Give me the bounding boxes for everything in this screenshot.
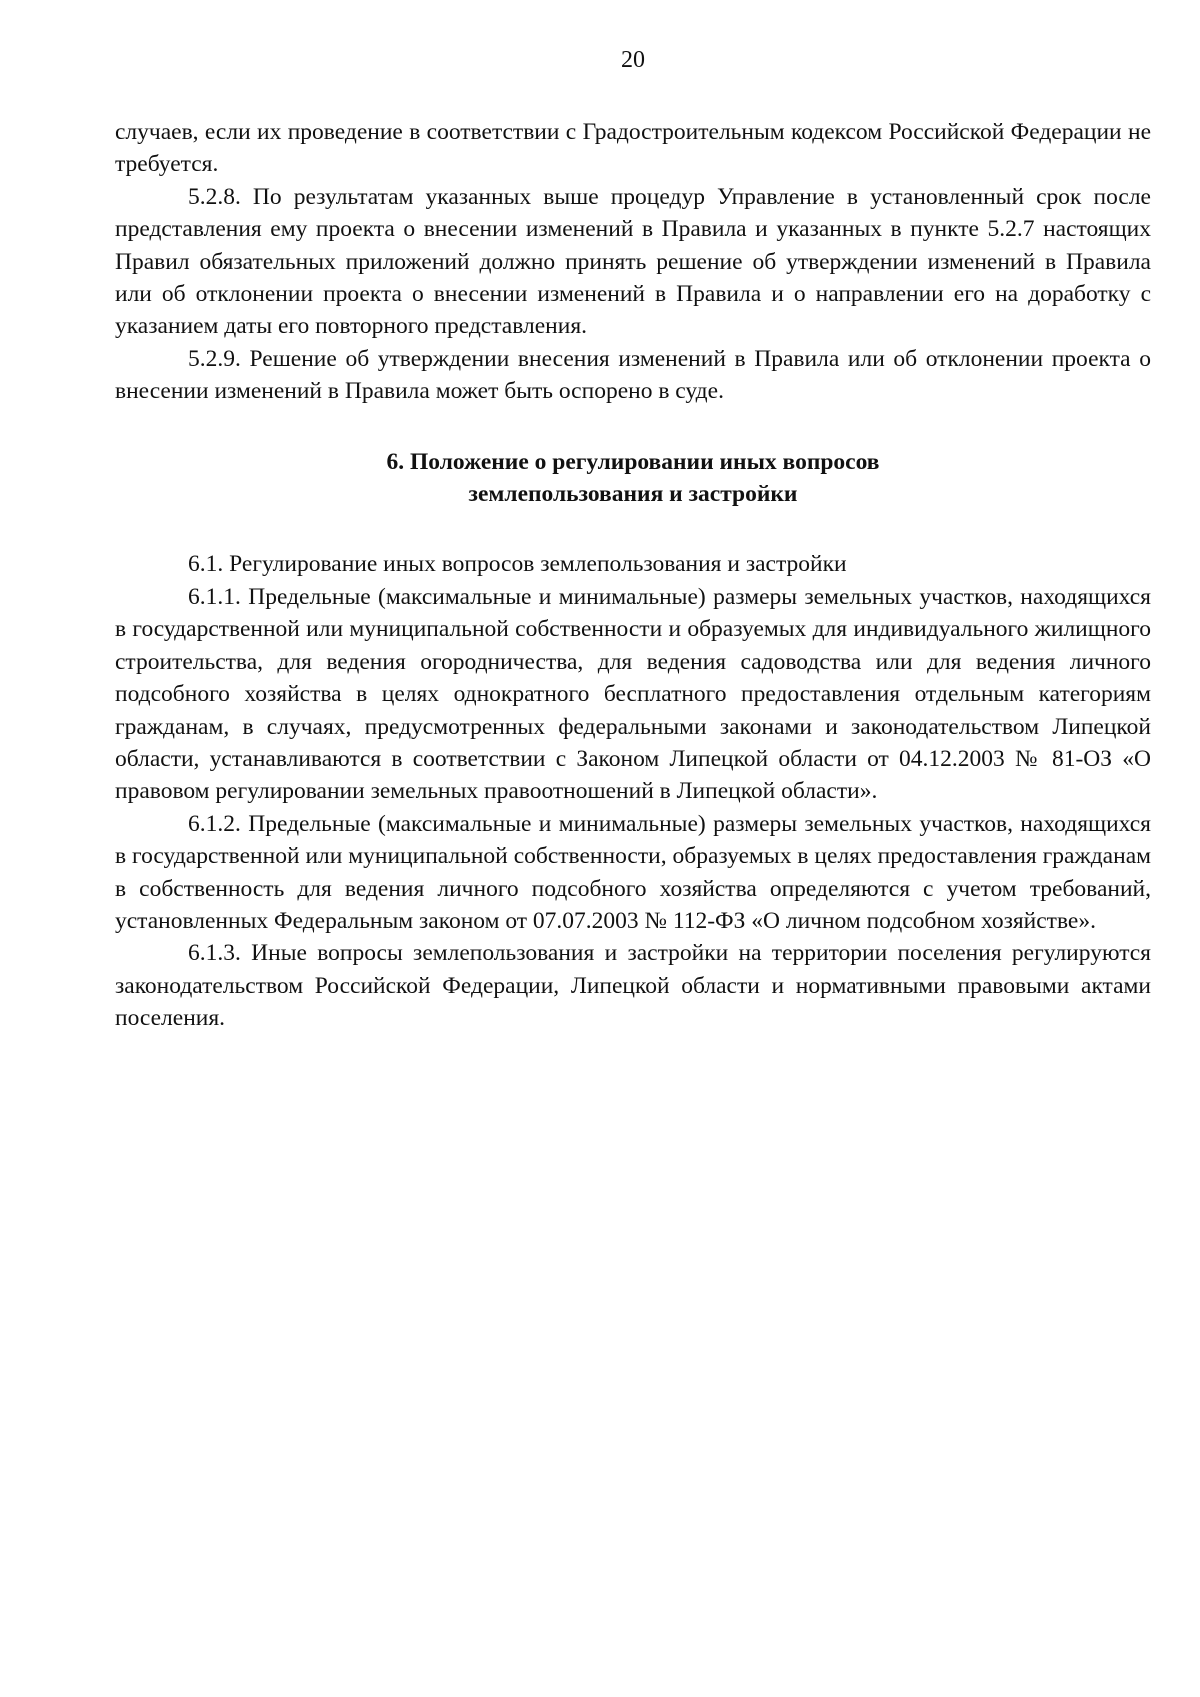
paragraph-6-1-3: 6.1.3. Иные вопросы землепользования и застройки на территории поселения регулируются законодательством Российской Федерации, Липецкой области и нормативными правовыми актами поселения. [115, 940, 1151, 1032]
section-heading [115, 446, 1151, 511]
section-heading-line-1: 6. Положение о регулировании иных вопросов [386, 448, 880, 475]
paragraph-6-1-1: 6.1.1. Предельные (максимальные и минимальные) размеры земельных участков, находящихся в государственной или муниципальной собственности и образуемых для индивидуального жилищного строительства, для ведения огородничества, для ведения садоводства или для ведения личного подсобного хозяйства в целях однократного бесплатного предоставления отдельным категориям гражданам, в случаях, предусмотренных федеральными законами и законодательством Липецкой области, устанавливаются в соответствии с Законом Липецкой области от 04.12.2003 № 81-ОЗ «О правовом регулировании земельных правоотношений в Липецкой области». [115, 583, 1151, 805]
paragraph-continuation: случаев, если их проведение в соответствии с Градостроительным кодексом Российской Федерации не требуется. [115, 119, 1151, 178]
paragraph-6-1-2: 6.1.2. Предельные (максимальные и минимальные) размеры земельных участков, находящихся в государственной или муниципальной собственности, образуемых в целях предоставления гражданам в собственность для ведения личного подсобного хозяйства определяются с учетом требований, установленных Федеральным законом от 07.07.2003 № 112-ФЗ «О личном подсобном хозяйстве». [115, 810, 1151, 934]
paragraph-6-1: 6.1. Регулирование иных вопросов землепользования и застройки [188, 551, 847, 578]
page-number: 20 [621, 47, 645, 73]
bottom-paragraphs [115, 548, 1151, 1034]
paragraph-5-2-9: 5.2.9. Решение об утверждении внесения изменений в Правила или об отклонении проекта о внесении изменений в Правила может быть оспорено в суде. [115, 345, 1151, 405]
section-heading-line-2: землепользования и застройки [468, 481, 798, 508]
top-paragraphs [115, 116, 1151, 408]
document-body [115, 116, 1151, 1035]
paragraph-5-2-8: 5.2.8. По результатам указанных выше процедур Управление в установленный срок после представления ему проекта о внесении изменений в Правила и указанных в пункте 5.2.7 настоящих Правил обязательных приложений должно принять решение об утверждении изменений в Правила или об отклонении проекта о внесении изменений в Правила и о направлении его на доработку с указанием даты его повторного представления. [115, 183, 1151, 340]
